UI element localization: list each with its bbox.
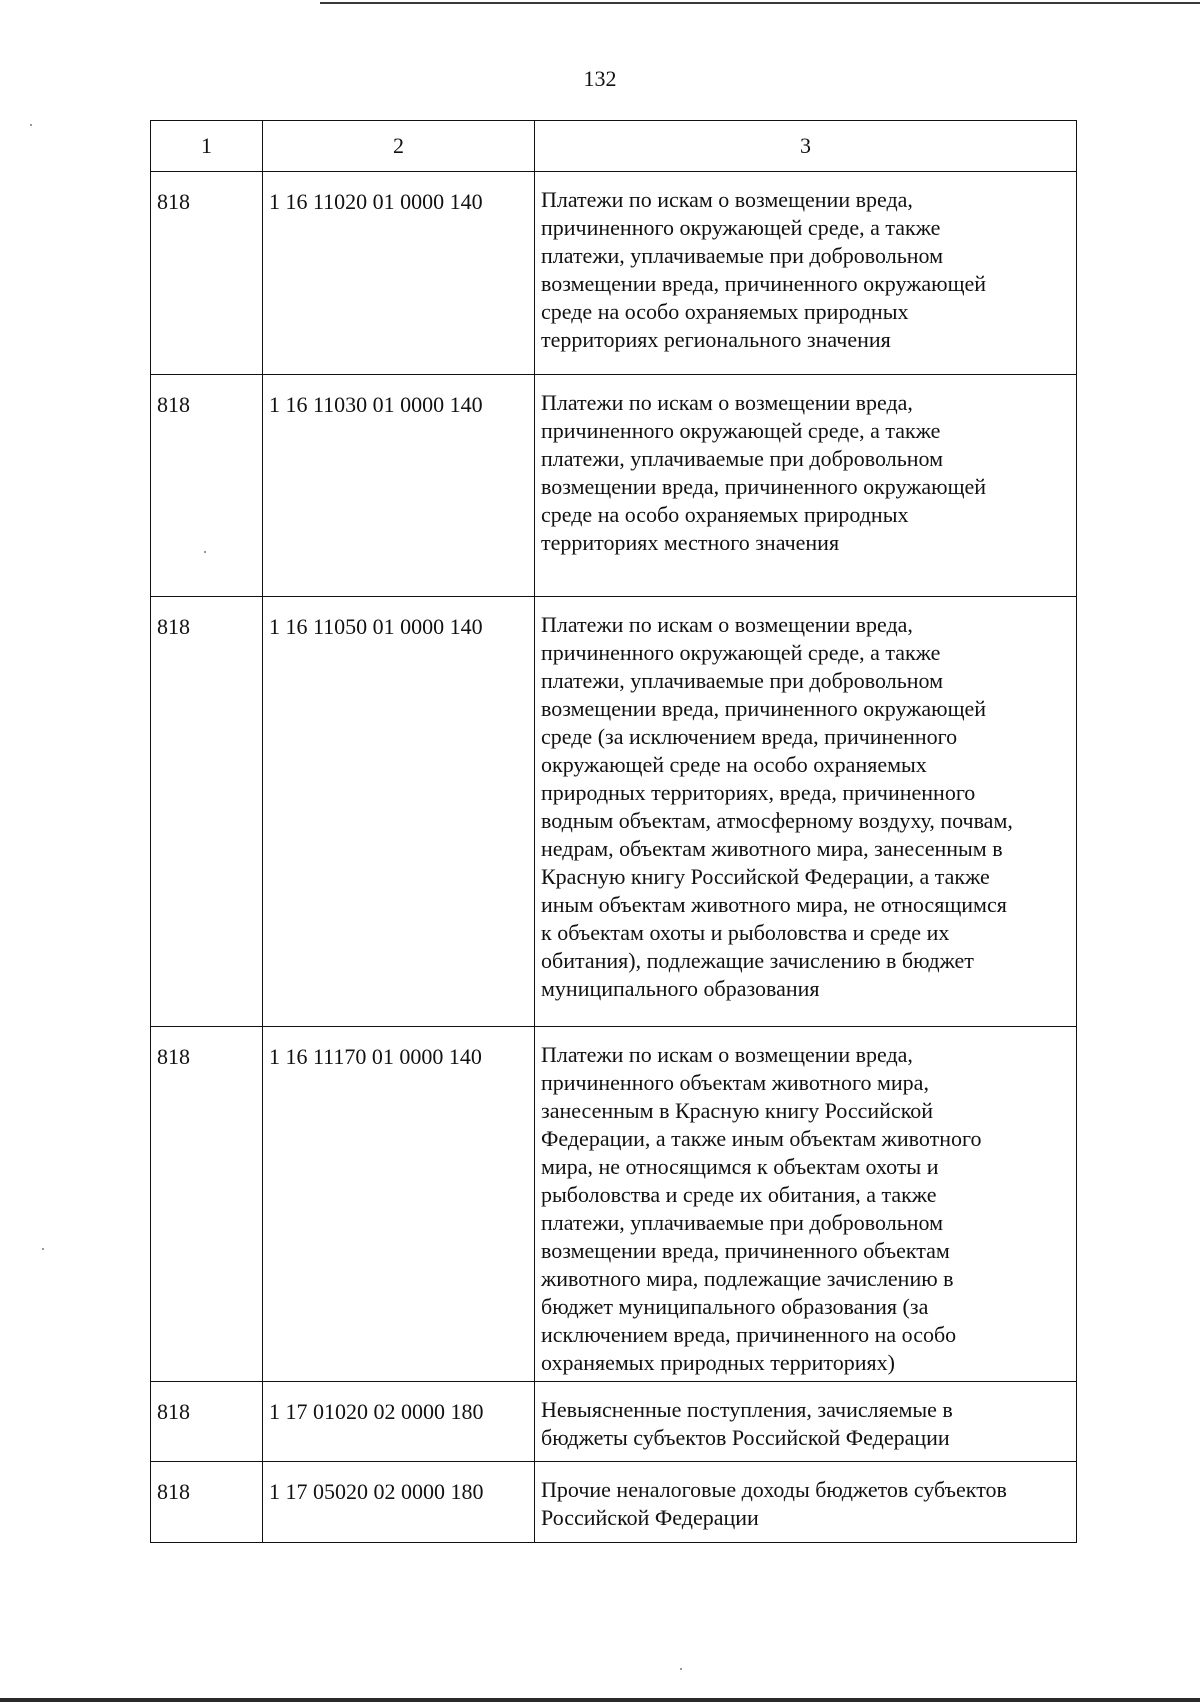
description-line: обитания), подлежащие зачислению в бюджет: [541, 948, 974, 973]
description-line: охраняемых природных территориях): [541, 1350, 895, 1375]
description-line: причиненного окружающей среде, а также: [541, 640, 941, 665]
description-line: территориях местного значения: [541, 530, 840, 555]
description-cell: [535, 375, 1077, 597]
page-number: 132: [583, 66, 617, 91]
description-cell: [535, 1027, 1077, 1382]
description-line: Российской Федерации: [541, 1505, 759, 1530]
description-line: бюджеты субъектов Российской Федерации: [541, 1425, 950, 1450]
description-cell: [535, 172, 1077, 375]
description-line: иным объектам животного мира, не относящимся: [541, 892, 1007, 917]
description-line: Красную книгу Российской Федерации, а также: [541, 864, 990, 889]
description-line: возмещении вреда, причиненного объектам: [541, 1238, 950, 1263]
description-line: среде (за исключением вреда, причиненного: [541, 724, 958, 749]
table-row: [151, 597, 1077, 1027]
table-row: [151, 1382, 1077, 1462]
admin-code-cell: 818: [151, 172, 263, 375]
description-cell: [535, 597, 1077, 1027]
budget-code-cell: 1 16 11020 01 0000 140: [263, 172, 535, 375]
header-column-1: 1: [151, 121, 263, 172]
table-row: [151, 375, 1077, 597]
table-row: [151, 172, 1077, 375]
revenue-codes-table: [150, 120, 1077, 1543]
description-line: бюджет муниципального образования (за: [541, 1294, 929, 1319]
admin-code-cell: 818: [151, 1462, 263, 1543]
description-line: животного мира, подлежащие зачислению в: [541, 1266, 954, 1291]
description-line: к объектам охоты и рыболовства и среде их: [541, 920, 950, 945]
description-line: платежи, уплачиваемые при добровольном: [541, 668, 944, 693]
scan-speck: [204, 551, 206, 553]
admin-code-cell: 818: [151, 1027, 263, 1382]
table-header-row: [151, 121, 1077, 172]
header-column-2: 2: [263, 121, 535, 172]
scan-speck: [42, 1248, 44, 1250]
description-line: водным объектам, атмосферному воздуху, почвам,: [541, 808, 1013, 833]
table-row: [151, 1462, 1077, 1543]
description-line: среде на особо охраняемых природных: [541, 502, 909, 527]
description-line: Платежи по искам о возмещении вреда,: [541, 187, 913, 212]
description-line: территориях регионального значения: [541, 327, 891, 352]
description-line: возмещении вреда, причиненного окружающей: [541, 474, 987, 499]
description-line: причиненного объектам животного мира,: [541, 1070, 929, 1095]
budget-code-cell: 1 16 11170 01 0000 140: [263, 1027, 535, 1382]
description-line: возмещении вреда, причиненного окружающей: [541, 696, 987, 721]
budget-code-cell: 1 17 05020 02 0000 180: [263, 1462, 535, 1543]
table-row: [151, 1027, 1077, 1382]
budget-code-cell: 1 16 11050 01 0000 140: [263, 597, 535, 1027]
description-line: возмещении вреда, причиненного окружающей: [541, 271, 987, 296]
description-line: причиненного окружающей среде, а также: [541, 418, 941, 443]
description-cell: [535, 1382, 1077, 1462]
description-line: муниципального образования: [541, 976, 820, 1001]
description-line: причиненного окружающей среде, а также: [541, 215, 941, 240]
description-line: рыболовства и среде их обитания, а также: [541, 1182, 937, 1207]
description-line: платежи, уплачиваемые при добровольном: [541, 1210, 944, 1235]
scan-bottom-edge: [0, 1698, 1200, 1702]
description-line: платежи, уплачиваемые при добровольном: [541, 243, 944, 268]
admin-code-cell: 818: [151, 1382, 263, 1462]
scan-speck: [680, 1668, 682, 1670]
description-line: Федерации, а также иным объектам животного: [541, 1126, 982, 1151]
admin-code-cell: 818: [151, 375, 263, 597]
description-line: среде на особо охраняемых природных: [541, 299, 909, 324]
budget-code-cell: 1 16 11030 01 0000 140: [263, 375, 535, 597]
description-cell: [535, 1462, 1077, 1543]
description-line: исключением вреда, причиненного на особо: [541, 1322, 957, 1347]
scan-top-edge: [320, 2, 1200, 4]
description-line: Платежи по искам о возмещении вреда,: [541, 612, 913, 637]
description-line: платежи, уплачиваемые при добровольном: [541, 446, 944, 471]
description-line: занесенным в Красную книгу Российской: [541, 1098, 934, 1123]
description-line: Прочие неналоговые доходы бюджетов субъектов: [541, 1477, 1007, 1502]
header-column-3: 3: [535, 121, 1077, 172]
description-line: окружающей среде на особо охраняемых: [541, 752, 927, 777]
description-line: Платежи по искам о возмещении вреда,: [541, 1042, 913, 1067]
description-line: Невыясненные поступления, зачисляемые в: [541, 1397, 953, 1422]
description-line: Платежи по искам о возмещении вреда,: [541, 390, 913, 415]
description-line: недрам, объектам животного мира, занесенным в: [541, 836, 1003, 861]
scan-speck: [30, 124, 32, 126]
description-line: мира, не относящимся к объектам охоты и: [541, 1154, 939, 1179]
budget-code-cell: 1 17 01020 02 0000 180: [263, 1382, 535, 1462]
description-line: природных территориях, вреда, причиненного: [541, 780, 976, 805]
admin-code-cell: 818: [151, 597, 263, 1027]
